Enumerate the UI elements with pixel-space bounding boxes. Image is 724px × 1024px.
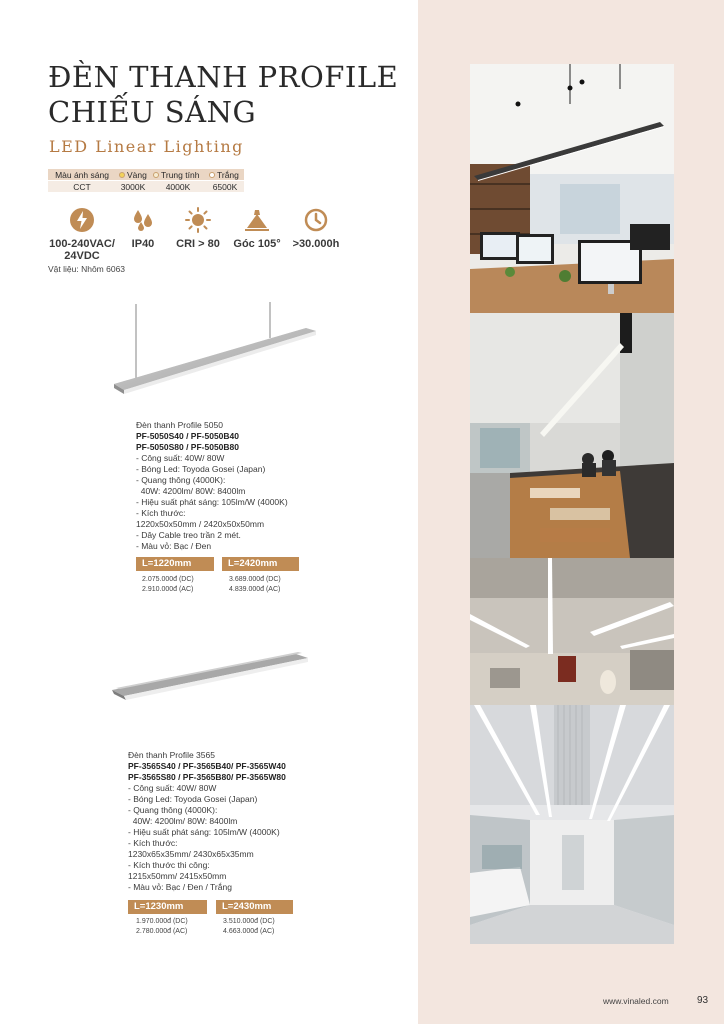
price-2420-ac: 4.839.000đ (AC) <box>229 585 281 593</box>
product-5050-detail: - Công suất: 40W/ 80W <box>136 453 225 463</box>
spec-ip <box>126 206 160 250</box>
spec-icons-row <box>46 206 366 266</box>
spec-beam-angle <box>232 206 282 250</box>
spec-lifetime <box>286 206 346 250</box>
sun-icon <box>184 206 212 234</box>
cct-warm-value: 3000K <box>116 181 150 193</box>
product-3565-code-2: PF-3565S80 / PF-3565B80/ PF-3565W80 <box>128 772 286 782</box>
cct-neutral-label: Trung tính <box>161 169 200 180</box>
price-1220 <box>142 575 194 594</box>
spec-voltage-line2: 24VDC <box>64 250 100 262</box>
neutral-dot-icon <box>153 172 159 178</box>
cct-row-label: CCT <box>48 181 116 193</box>
concrete-hall-photo <box>470 558 674 705</box>
product-5050-detail: 1220x50x50mm / 2420x50x50mm <box>136 519 265 529</box>
cct-table <box>48 169 244 192</box>
product-5050-code-1: PF-5050S40 / PF-5050B40 <box>136 431 240 441</box>
page-title <box>48 60 398 130</box>
product-3565-detail: - Quang thông (4000K): <box>128 805 218 815</box>
spec-cri <box>170 206 226 250</box>
product-5050-detail: - Kích thước: <box>136 508 186 518</box>
clock-icon <box>302 206 330 234</box>
product-3565-info <box>128 750 378 893</box>
product-3565-detail: - Kích thước: <box>128 838 178 848</box>
product-5050-info <box>136 420 376 552</box>
title-line-1: ĐÈN THANH PROFILE <box>48 60 399 94</box>
size-badge-2430: L=2430mm <box>216 900 293 914</box>
price-1220-dc: 2.075.000đ (DC) <box>142 576 194 583</box>
white-corridor-photo <box>470 705 674 944</box>
product-5050-detail: - Màu vỏ: Bạc / Đen <box>136 541 212 551</box>
beam-angle-icon <box>243 206 271 234</box>
white-dot-icon <box>209 172 215 178</box>
price-2430-dc: 3.510.000đ (DC) <box>223 918 275 925</box>
product-5050-detail: - Dây Cable treo trần 2 mét. <box>136 530 241 540</box>
product-3565-detail: 1230x65x35mm/ 2430x65x35mm <box>128 849 254 859</box>
product-3565-detail: 1215x50mm/ 2415x50mm <box>128 871 227 881</box>
conference-room-photo <box>470 313 674 558</box>
product-3565-detail: 40W: 4200lm/ 80W: 8400lm <box>128 816 238 826</box>
spec-voltage <box>46 206 118 262</box>
pendant-lamp-5050-image <box>110 298 322 402</box>
page-subtitle: LED Linear Lighting <box>49 137 244 156</box>
product-5050-detail: - Hiệu suất phát sáng: 105lm/W (4000K) <box>136 497 288 507</box>
title-line-2: CHIẾU SÁNG <box>48 95 257 129</box>
product-5050-detail: 40W: 4200lm/ 80W: 8400lm <box>136 486 246 496</box>
product-3565-code-1: PF-3565S40 / PF-3565B40/ PF-3565W40 <box>128 761 286 771</box>
product-3565-detail: - Hiệu suất phát sáng: 105lm/W (4000K) <box>128 827 280 837</box>
product-3565-detail: - Màu vỏ: Bạc / Đen / Trắng <box>128 882 232 892</box>
price-2420-dc: 3.689.000đ (DC) <box>229 576 281 583</box>
price-1230 <box>136 917 188 936</box>
spec-cri-label: CRI > 80 <box>176 238 220 250</box>
spec-ip-label: IP40 <box>131 238 155 250</box>
size-badge-2420: L=2420mm <box>222 557 299 571</box>
product-5050-name: Đèn thanh Profile 5050 <box>136 420 223 430</box>
product-5050-code-2: PF-5050S80 / PF-5050B80 <box>136 442 240 452</box>
water-drops-icon <box>129 206 157 234</box>
office-pendant-photo <box>470 64 674 313</box>
price-2430-ac: 4.663.000đ (AC) <box>223 927 275 935</box>
cct-warm-label: Vàng <box>127 169 147 180</box>
product-5050-detail: - Bóng Led: Toyoda Gosei (Japan) <box>136 464 266 474</box>
product-3565-detail: - Công suất: 40W/ 80W <box>128 783 217 793</box>
spec-voltage-line1: 100-240VAC/ <box>49 238 115 250</box>
material-text: Vật liệu: Nhôm 6063 <box>48 264 126 274</box>
price-1230-ac: 2.780.000đ (AC) <box>136 927 188 935</box>
price-2430 <box>223 917 275 936</box>
product-5050-detail: - Quang thông (4000K): <box>136 475 226 485</box>
size-badge-1230: L=1230mm <box>128 900 207 914</box>
lightning-icon <box>68 206 96 234</box>
price-2420 <box>229 575 281 594</box>
cct-header-label: Màu ánh sáng <box>48 169 116 181</box>
warm-dot-icon <box>119 172 125 178</box>
product-3565-name: Đèn thanh Profile 3565 <box>128 750 215 760</box>
product-3565-detail: - Kích thước thi công: <box>128 860 210 870</box>
cct-white-label: Trắng <box>217 169 239 180</box>
price-1220-ac: 2.910.000đ (AC) <box>142 585 194 593</box>
spec-beam-angle-label: Góc 105° <box>233 238 281 250</box>
product-3565-detail: - Bóng Led: Toyoda Gosei (Japan) <box>128 794 258 804</box>
cct-neutral-value: 4000K <box>150 181 206 193</box>
cct-white-value: 6500K <box>206 181 244 193</box>
price-1230-dc: 1.970.000đ (DC) <box>136 918 188 925</box>
footer-website[interactable]: www.vinaled.com <box>603 996 669 1006</box>
page-number: 93 <box>697 995 709 1006</box>
recessed-lamp-3565-image <box>108 652 314 708</box>
spec-lifetime-label: >30.000h <box>292 238 340 250</box>
size-badge-1220: L=1220mm <box>136 557 214 571</box>
